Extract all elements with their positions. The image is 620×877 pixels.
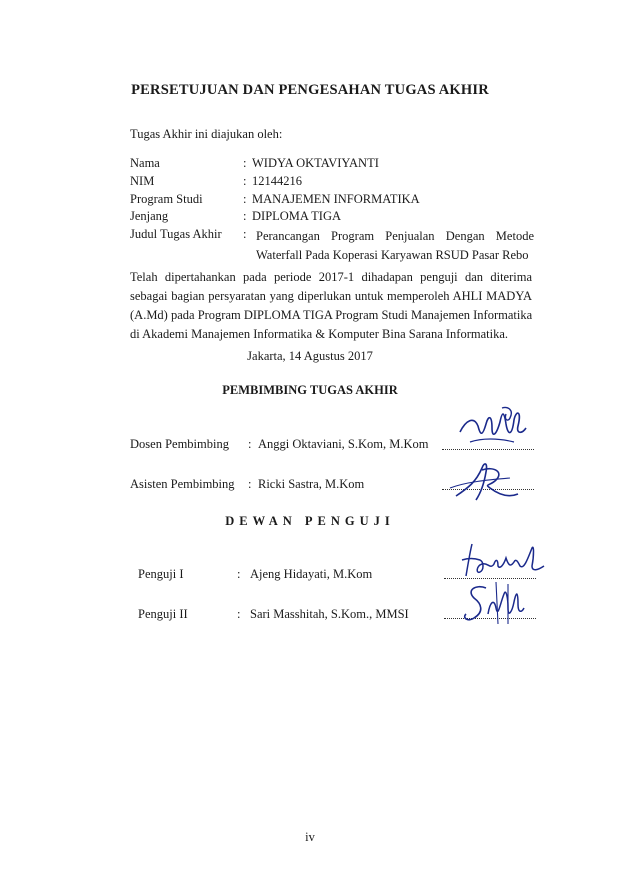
examiner-name: Ajeng Hidayati, M.Kom xyxy=(250,567,373,581)
judul-line: Perancangan Program Penjualan Dengan Metode xyxy=(256,229,534,243)
statement-line: Telah dipertahankan pada periode 2017-1 dihadapan penguji dan diterima xyxy=(130,270,532,284)
supervisors-heading: PEMBIMBING TUGAS AKHIR xyxy=(222,383,398,397)
supervisor-role: Dosen Pembimbing xyxy=(130,437,229,451)
statement-line: sebagai bagian persyaratan yang diperlukan untuk memperoleh AHLI MADYA xyxy=(130,289,532,303)
examiner-colon: : xyxy=(237,607,241,621)
field-label-jenjang: Jenjang xyxy=(130,209,169,223)
statement-paragraph xyxy=(130,268,532,344)
page-title: PERSETUJUAN DAN PENGESAHAN TUGAS AKHIR xyxy=(131,82,489,98)
examiner-colon: : xyxy=(237,567,241,581)
signature-dosen-pembimbing xyxy=(452,402,532,452)
field-value-nim: 12144216 xyxy=(252,174,302,188)
field-value-judul xyxy=(256,227,534,265)
place-date: Jakarta, 14 Agustus 2017 xyxy=(247,349,373,363)
field-colon: : xyxy=(243,192,247,206)
field-colon: : xyxy=(243,209,247,223)
field-colon: : xyxy=(243,156,247,170)
statement-line: (A.Md) pada Program DIPLOMA TIGA Program Studi Manajemen Informatika xyxy=(130,308,533,322)
field-value-jenjang: DIPLOMA TIGA xyxy=(252,209,342,223)
judul-line: Waterfall Pada Koperasi Karyawan RSUD Pasar Rebo xyxy=(256,248,529,262)
supervisor-role: Asisten Pembimbing xyxy=(130,477,235,491)
field-label-nim: NIM xyxy=(130,174,155,188)
examiners-heading: DEWAN PENGUJI xyxy=(225,514,395,528)
field-label-nama: Nama xyxy=(130,156,160,170)
field-label-program-studi: Program Studi xyxy=(130,192,203,206)
signature-asisten-pembimbing xyxy=(446,458,526,506)
statement-line: di Akademi Manajemen Informatika & Komputer Bina Sarana Informatika. xyxy=(130,327,509,341)
field-colon: : xyxy=(243,227,247,241)
field-label-judul: Judul Tugas Akhir xyxy=(130,227,222,241)
field-value-program-studi: MANAJEMEN INFORMATIKA xyxy=(252,192,420,206)
field-value-nama: WIDYA OKTAVIYANTI xyxy=(252,156,379,170)
examiner-role: Penguji I xyxy=(138,567,184,581)
field-colon: : xyxy=(243,174,247,188)
signature-penguji-1 xyxy=(454,540,550,582)
supervisor-colon: : xyxy=(248,477,252,491)
supervisor-name: Ricki Sastra, M.Kom xyxy=(258,477,365,491)
supervisor-name: Anggi Oktaviani, S.Kom, M.Kom xyxy=(258,437,429,451)
supervisor-colon: : xyxy=(248,437,252,451)
examiner-role: Penguji II xyxy=(138,607,188,621)
page-number: iv xyxy=(305,830,315,844)
examiner-name: Sari Masshitah, S.Kom., MMSI xyxy=(250,607,409,621)
signature-penguji-2 xyxy=(456,578,526,628)
intro-text: Tugas Akhir ini diajukan oleh: xyxy=(130,127,283,141)
